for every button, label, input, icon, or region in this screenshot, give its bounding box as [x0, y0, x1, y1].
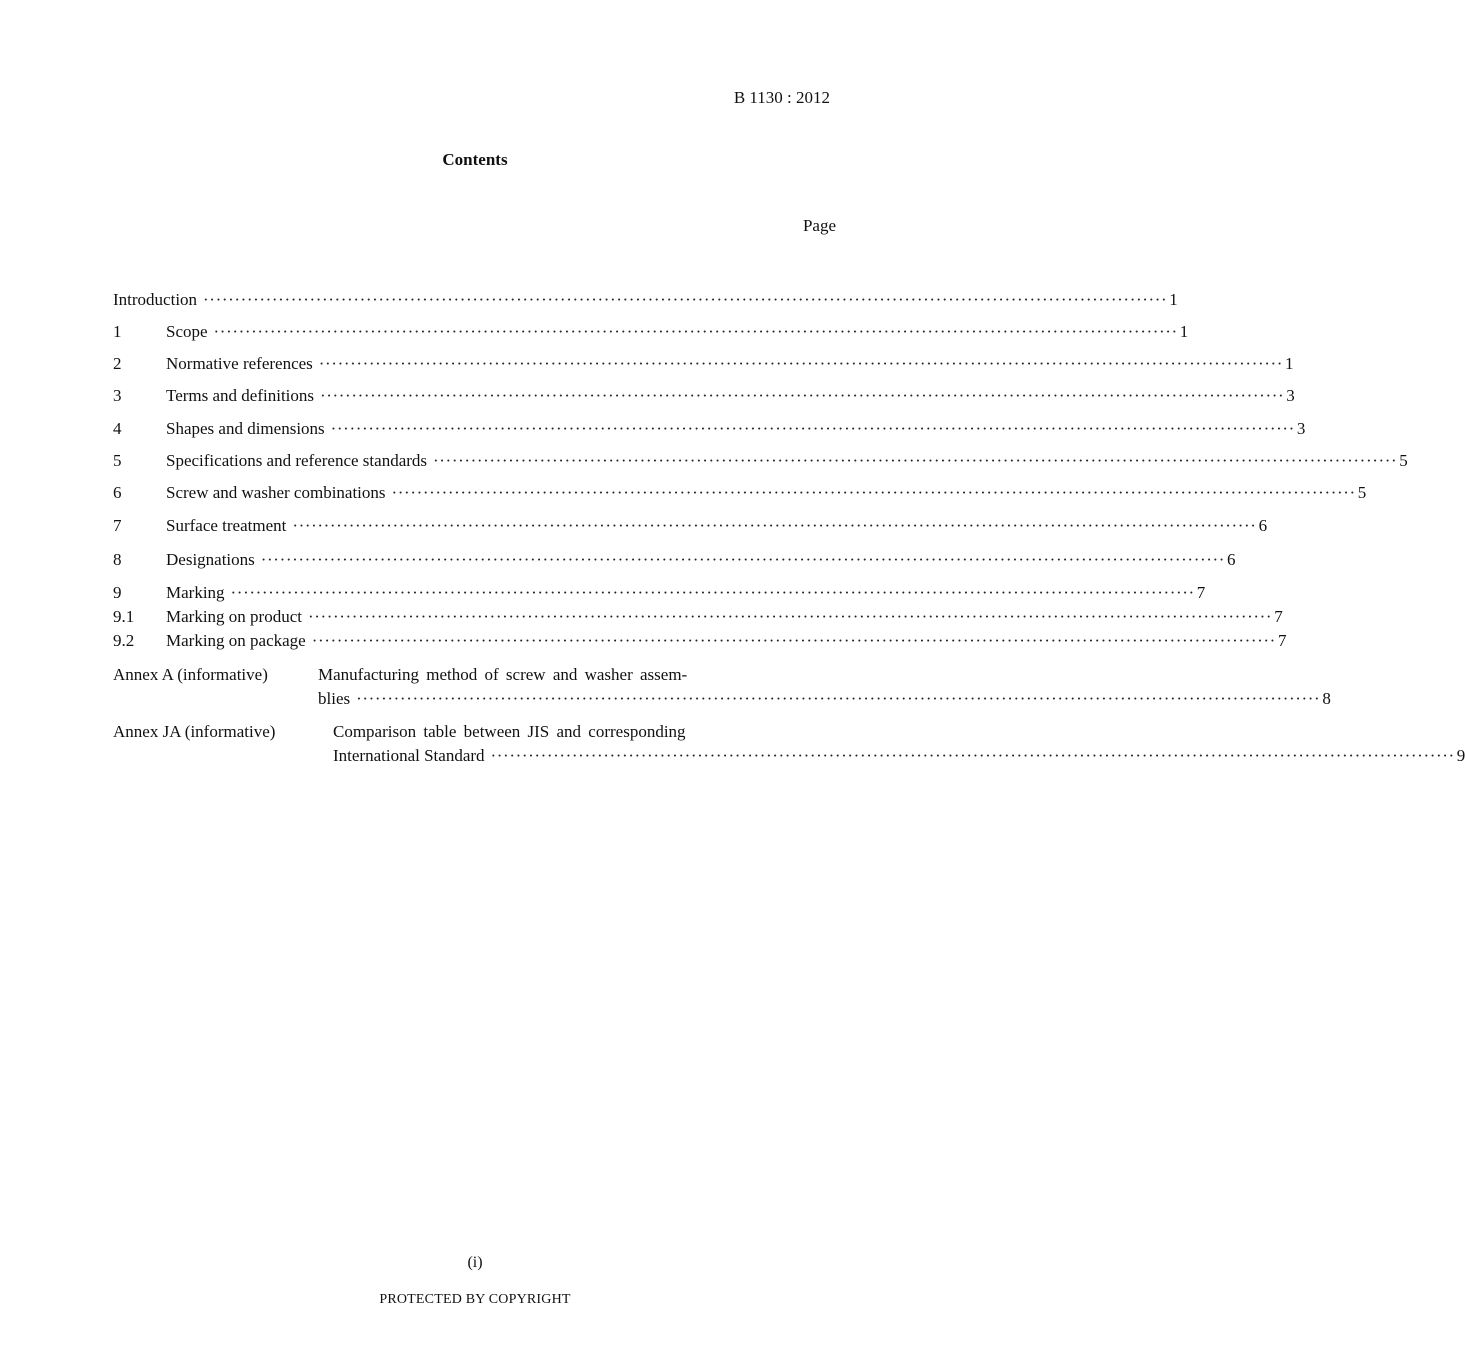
toc-entry-shapes-and-dimensions[interactable]	[113, 419, 1306, 441]
annex-prefix: Annex A (informative)	[113, 665, 268, 684]
standard-number: B 1130 : 2012	[733, 88, 830, 107]
toc-entry-normative-references[interactable]	[113, 354, 1294, 376]
page-title: Contents	[442, 150, 508, 169]
toc-label: Marking on package	[166, 631, 306, 650]
toc-entry-marking-on-package[interactable]	[113, 631, 1287, 653]
toc-section-number: 6	[113, 483, 122, 502]
toc-page-number: 7	[1277, 631, 1287, 650]
copyright-notice: PROTECTED BY COPYRIGHT	[379, 1292, 571, 1307]
toc-page-number: 5	[1399, 451, 1408, 470]
annex-prefix: Annex JA (informative)	[113, 722, 276, 741]
toc-section-number: 9.2	[113, 631, 135, 650]
toc-section-number: 8	[113, 550, 122, 569]
toc-entry-terms-and-definitions[interactable]	[113, 386, 1295, 408]
toc-label: Screw and washer combinations	[166, 483, 386, 502]
toc-page-number: 3	[1286, 386, 1295, 405]
toc-leader-dots: ··························································································································································	[213, 322, 1178, 341]
toc-leader-dots: ··························································································································································	[330, 419, 1295, 438]
toc-section-number: 3	[113, 386, 122, 405]
toc-label: Terms and definitions	[166, 386, 315, 405]
toc-label: Marking	[166, 583, 225, 602]
toc-leader-dots: ··························································································································································	[318, 354, 1283, 373]
toc-label: Marking on product	[166, 607, 302, 626]
toc-page-number: 6	[1258, 516, 1268, 535]
toc-leader-dots: ··························································································································································	[433, 451, 1398, 470]
toc-section-number: 9	[113, 583, 122, 602]
annex-title-line1: Manufacturing method of screw and washer assem-	[318, 665, 688, 684]
toc-page-number: 7	[1196, 583, 1206, 602]
footer-page-number: (i)	[467, 1254, 483, 1271]
toc-section-number: 2	[113, 354, 122, 373]
toc-section-number: 4	[113, 419, 122, 438]
toc-label: Specifications and reference standards	[166, 451, 428, 470]
annex-title-line1: Comparison table between JIS and corresponding	[333, 722, 686, 741]
toc-entry-surface-treatment[interactable]	[113, 516, 1268, 538]
toc-label: Surface treatment	[166, 516, 287, 535]
toc-page-number: 1	[1285, 354, 1294, 373]
annex-title-line2: blies	[318, 689, 351, 708]
toc-entry-annex-ja-continuation[interactable]	[333, 746, 1465, 768]
toc-leader-dots: ··························································································································································	[320, 386, 1285, 405]
toc-entry-annex-a[interactable]	[113, 665, 820, 687]
toc-leader-dots: ··························································································································································	[391, 483, 1356, 502]
toc-page-number: 7	[1274, 607, 1283, 626]
toc-entry-specifications[interactable]	[113, 451, 1408, 473]
toc-section-number: 5	[113, 451, 122, 470]
toc-page-number: 1	[1169, 290, 1178, 309]
toc-leader-dots: ··························································································································································	[260, 550, 1225, 569]
toc-page-number: 3	[1296, 419, 1306, 438]
toc-leader-dots: ··························································································································································	[203, 290, 1168, 309]
toc-entry-scope[interactable]	[113, 322, 1189, 344]
toc-label: Shapes and dimensions	[166, 419, 325, 438]
toc-section-number: 7	[113, 516, 122, 535]
toc-entry-annex-ja[interactable]	[113, 722, 820, 744]
toc-entry-annex-a-continuation[interactable]	[318, 689, 1331, 711]
toc-section-number: 9.1	[113, 607, 135, 626]
toc-entry-marking[interactable]	[113, 583, 1206, 605]
toc-leader-dots: ··························································································································································	[490, 746, 1455, 765]
toc-label: Designations	[166, 550, 255, 569]
toc-leader-dots: ··························································································································································	[230, 583, 1195, 602]
page-column-label: Page	[802, 216, 836, 235]
toc-label: Scope	[166, 322, 208, 341]
toc-entry-introduction[interactable]	[113, 290, 1178, 312]
toc-page-number: 5	[1357, 483, 1367, 502]
annex-title-line2: International Standard	[333, 746, 485, 765]
toc-page-number: 9	[1456, 746, 1465, 765]
toc-label: Introduction	[113, 290, 198, 309]
toc-entry-screw-washer-combinations[interactable]	[113, 483, 1367, 505]
toc-leader-dots: ··························································································································································	[311, 631, 1276, 650]
toc-page-number: 6	[1227, 550, 1236, 569]
toc-leader-dots: ··························································································································································	[356, 689, 1321, 708]
toc-leader-dots: ··························································································································································	[292, 516, 1257, 535]
toc-section-number: 1	[113, 322, 122, 341]
toc-entry-marking-on-product[interactable]	[113, 607, 1283, 629]
toc-page-number: 8	[1322, 689, 1331, 708]
toc-page-number: 1	[1179, 322, 1189, 341]
toc-label: Normative references	[166, 354, 313, 373]
toc-leader-dots: ··························································································································································	[307, 607, 1273, 626]
toc-entry-designations[interactable]	[113, 550, 1236, 572]
